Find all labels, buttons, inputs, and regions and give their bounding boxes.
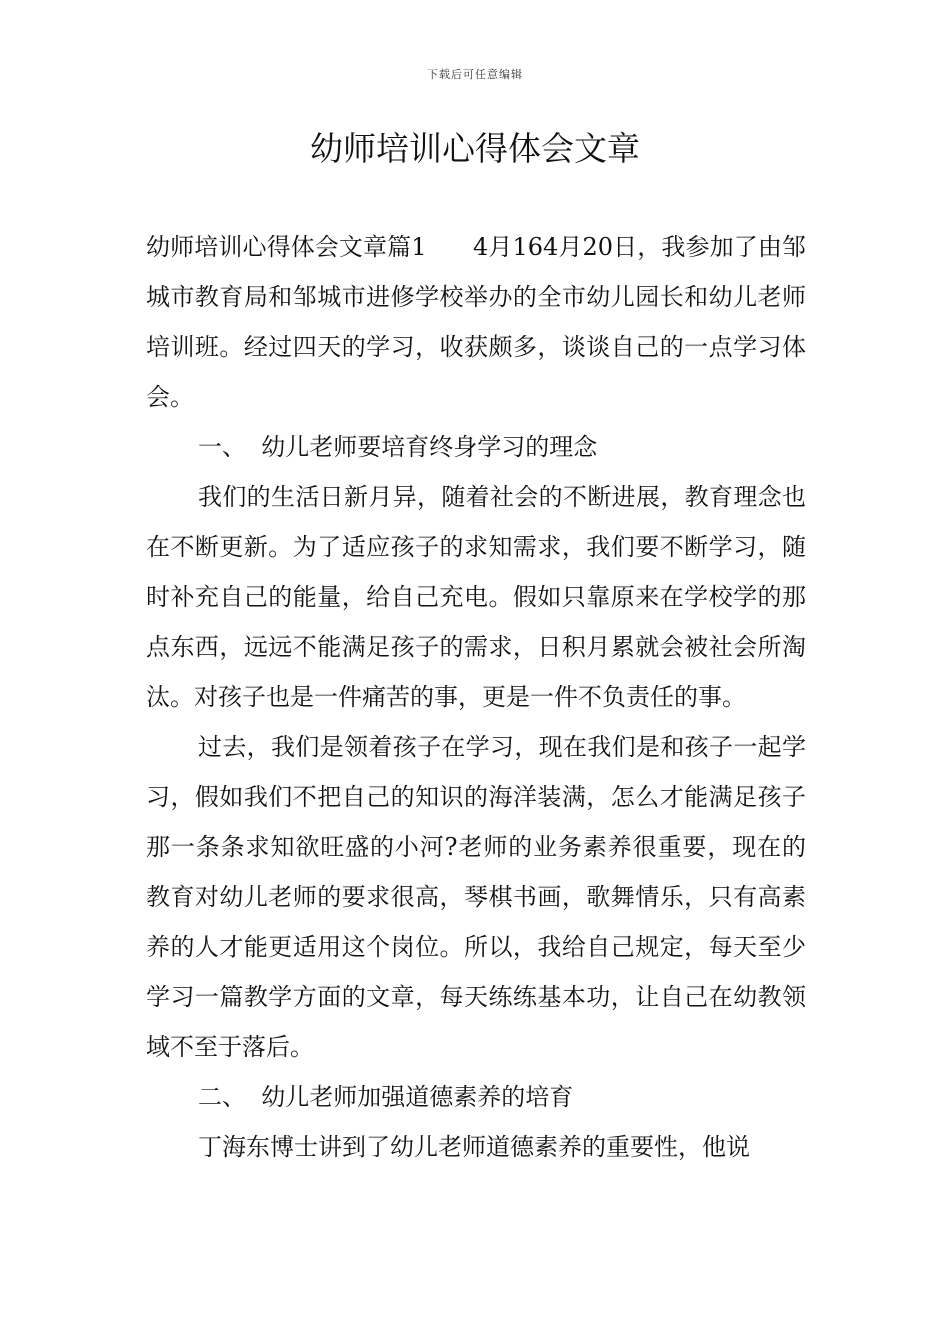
body-paragraph: 过去，我们是领着孩子在学习，现在我们是和孩子一起学习，假如我们不把自己的知识的海洋装满，怎么才能满足孩子那一条条求知欲旺盛的小河?老师的业务素养很重要，现在的教育对幼儿老师的要求很高，琴棋书画，歌舞情乐，只有高素养的人才能更适用这个岗位。所以，我给自己规定，每天至少学习一篇教学方面的文章，每天练练基本功，让自己在幼教领域不至于落后。 [146,733,806,1061]
section-heading-2: 二、 幼儿老师加强道德素养的培育 [198,1083,574,1111]
intro-paragraph: 幼师培训心得体会文章篇1 4月164月20日，我参加了由邹城市教育局和邹城市进修学校举办的全市幼儿园长和幼儿老师培训班。经过四天的学习，收获颇多，谈谈自己的一点学习体会。 [146,233,806,411]
body-paragraph: 我们的生活日新月异，随着社会的不断进展，教育理念也在不断更新。为了适应孩子的求知需求，我们要不断学习，随时补充自己的能量，给自己充电。假如只靠原来在学校学的那点东西，远远不能满足孩子的需求，日积月累就会被社会所淘汰。对孩子也是一件痛苦的事，更是一件不负责任的事。 [146,483,806,711]
header-note: 下载后可任意编辑 [427,68,523,81]
body-paragraph: 丁海东博士讲到了幼儿老师道德素养的重要性，他说 [198,1133,750,1161]
document-title: 幼师培训心得体会文章 [310,129,640,168]
section-heading-1: 一、 幼儿老师要培育终身学习的理念 [198,433,598,461]
document-body [146,222,806,1172]
